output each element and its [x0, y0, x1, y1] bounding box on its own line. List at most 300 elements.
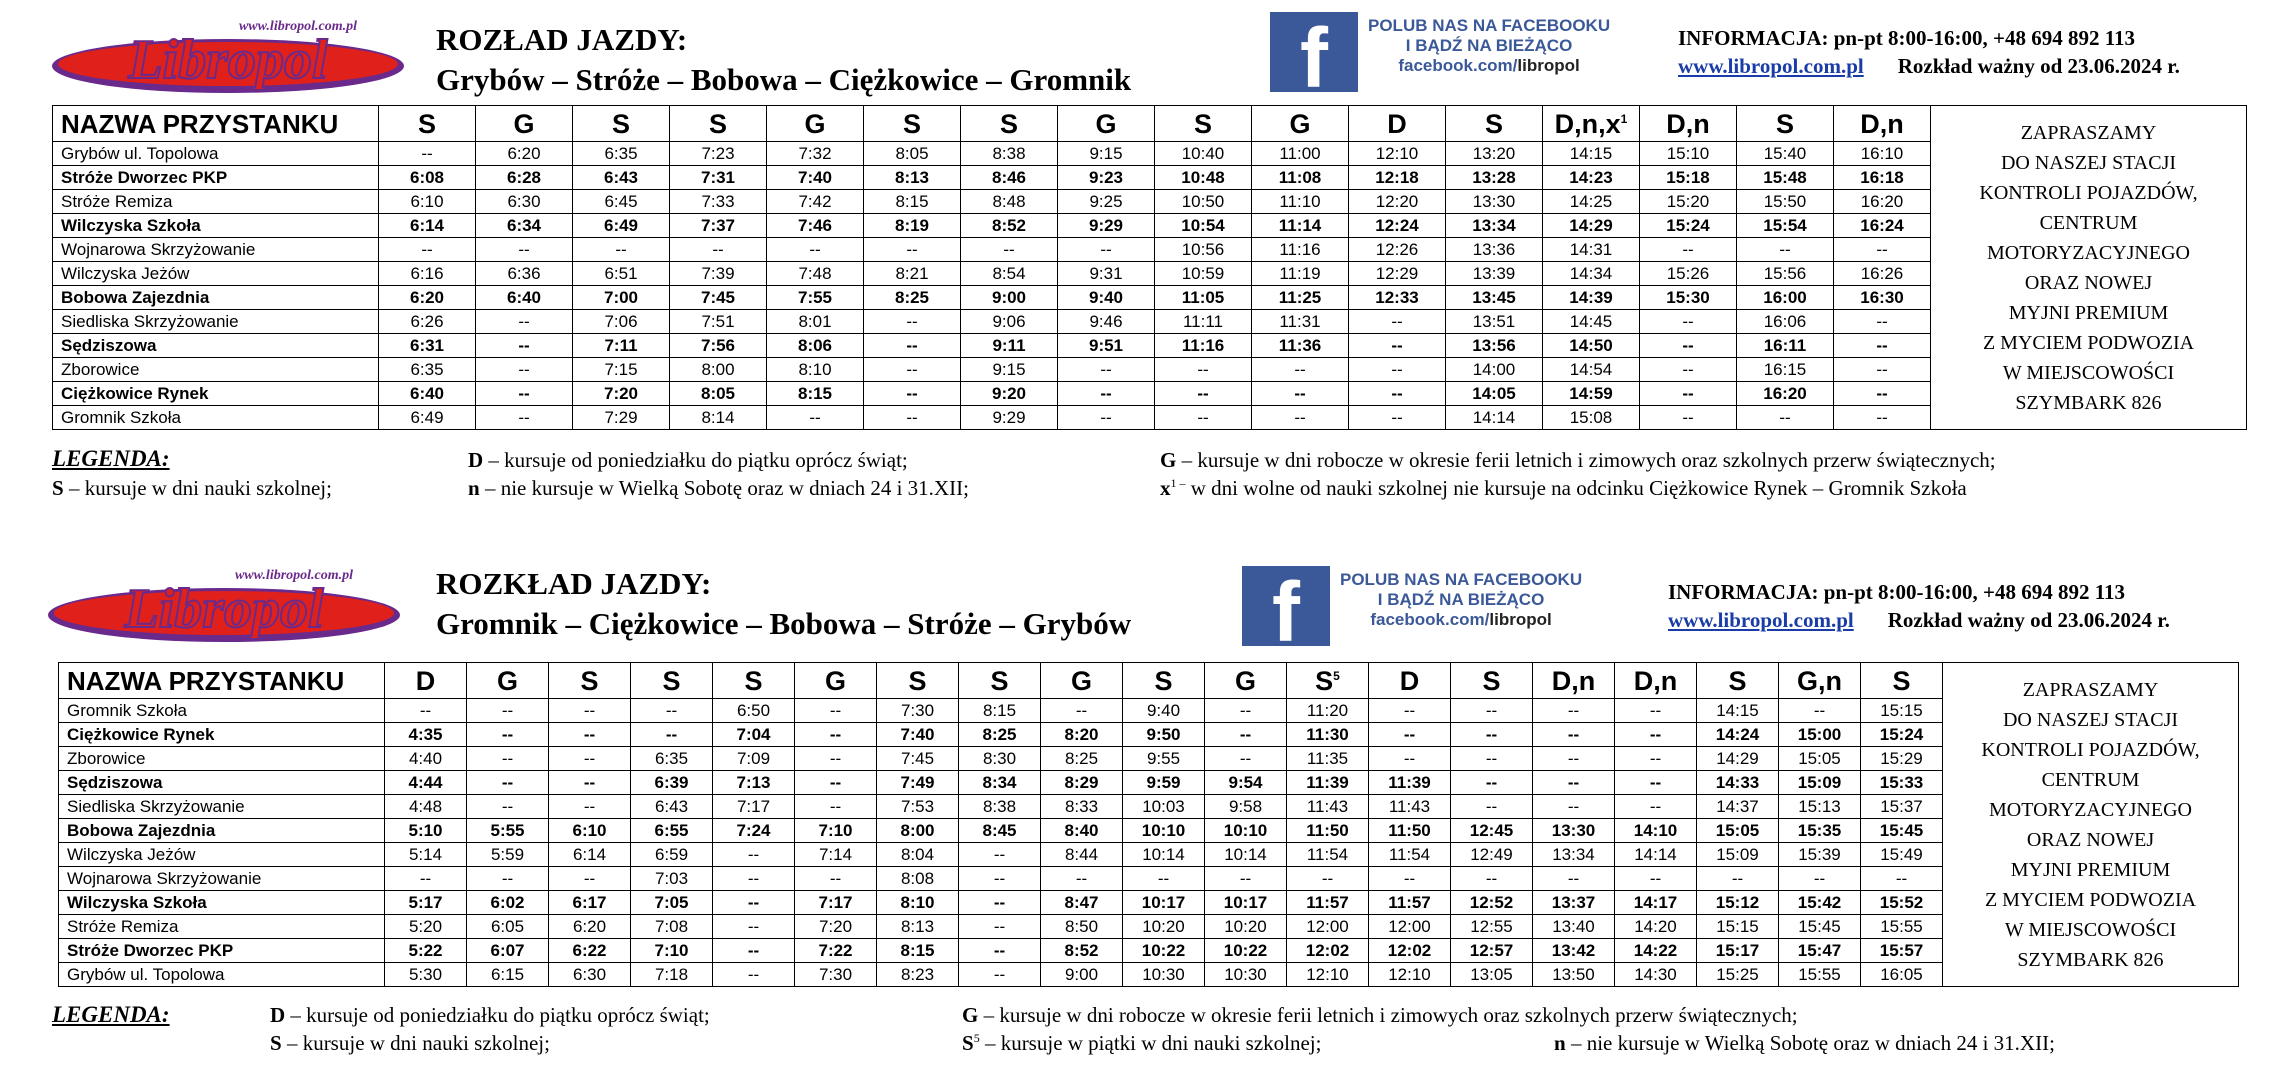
departure-time: 6:51 — [573, 262, 670, 286]
departure-time: 5:20 — [385, 915, 467, 939]
departure-time: -- — [959, 963, 1041, 987]
departure-time: 7:06 — [573, 310, 670, 334]
valid-from: Rozkład ważny od 23.06.2024 r. — [1887, 608, 2170, 632]
promo-line: SZYMBARK 826 — [2017, 948, 2164, 971]
departure-time: 9:58 — [1205, 795, 1287, 819]
departure-time: 11:36 — [1252, 334, 1349, 358]
departure-time: -- — [961, 238, 1058, 262]
departure-time: 12:10 — [1369, 963, 1451, 987]
departure-time: -- — [864, 382, 961, 406]
course-type-label: S — [1728, 665, 1747, 696]
departure-time: 11:05 — [1155, 286, 1252, 310]
facebook-banner[interactable] — [1242, 566, 1582, 646]
libropol-logo — [48, 16, 410, 98]
departure-time: -- — [549, 771, 631, 795]
stop-name: Stróże Dworzec PKP — [53, 166, 379, 190]
fb-line1: POLUB NAS NA FACEBOOKU — [1368, 16, 1611, 35]
departure-time: -- — [476, 310, 573, 334]
departure-time: 8:01 — [767, 310, 864, 334]
course-type-header — [467, 663, 549, 699]
departure-time: 15:25 — [1697, 963, 1779, 987]
legend-key: S — [270, 1031, 282, 1055]
departure-time: 8:52 — [961, 214, 1058, 238]
departure-time: 7:55 — [767, 286, 864, 310]
legend-key: D — [270, 1003, 286, 1027]
departure-time: 9:59 — [1123, 771, 1205, 795]
departure-time: 11:39 — [1369, 771, 1451, 795]
departure-time: -- — [1615, 723, 1697, 747]
departure-time: 14:54 — [1543, 358, 1640, 382]
course-type-label: S — [744, 665, 763, 696]
departure-time: 5:17 — [385, 891, 467, 915]
table-row — [59, 939, 2239, 963]
departure-time: -- — [795, 699, 877, 723]
departure-time: 8:05 — [670, 382, 767, 406]
departure-time: 15:47 — [1779, 939, 1861, 963]
course-type-header — [670, 106, 767, 142]
departure-time: 11:10 — [1252, 190, 1349, 214]
course-type-header — [1446, 106, 1543, 142]
departure-time: 7:20 — [573, 382, 670, 406]
course-type-label: G — [496, 665, 518, 696]
departure-time: 14:05 — [1446, 382, 1543, 406]
legend-1 — [52, 446, 170, 472]
departure-time: 9:50 — [1123, 723, 1205, 747]
legend-sup: 1 – — [1170, 476, 1186, 490]
departure-time: 7:48 — [767, 262, 864, 286]
departure-time: 11:19 — [1252, 262, 1349, 286]
departure-time: 13:30 — [1446, 190, 1543, 214]
departure-time: 8:04 — [877, 843, 959, 867]
table-row — [53, 142, 2247, 166]
departure-time: 6:49 — [379, 406, 476, 430]
departure-time: 15:09 — [1697, 843, 1779, 867]
departure-time: -- — [385, 867, 467, 891]
departure-time: -- — [1640, 334, 1737, 358]
legend-item — [962, 1003, 1798, 1028]
departure-time: 6:40 — [379, 382, 476, 406]
departure-time: 8:23 — [877, 963, 959, 987]
departure-time: 10:22 — [1123, 939, 1205, 963]
departure-time: 13:42 — [1533, 939, 1615, 963]
departure-time: 15:17 — [1697, 939, 1779, 963]
stop-name: Grybów ul. Topolowa — [53, 142, 379, 166]
departure-time: -- — [1349, 334, 1446, 358]
departure-time: -- — [385, 699, 467, 723]
departure-time: -- — [1451, 747, 1533, 771]
course-type-header — [379, 106, 476, 142]
departure-time: 11:43 — [1369, 795, 1451, 819]
departure-time: 14:45 — [1543, 310, 1640, 334]
course-type-label: D,n — [1860, 108, 1904, 139]
departure-time: 15:24 — [1640, 214, 1737, 238]
departure-time: -- — [379, 238, 476, 262]
departure-time: 4:40 — [385, 747, 467, 771]
departure-time: -- — [1615, 867, 1697, 891]
departure-time: 7:32 — [767, 142, 864, 166]
timetable-title: ROZŁAD JAZDY: — [436, 22, 688, 57]
stop-name: Gromnik Szkoła — [53, 406, 379, 430]
course-type-label: S — [990, 665, 1009, 696]
departure-time: 9:00 — [961, 286, 1058, 310]
course-type-label: S — [1154, 665, 1173, 696]
departure-time: 7:17 — [795, 891, 877, 915]
departure-time: 6:17 — [549, 891, 631, 915]
stop-name-header: NAZWA PRZYSTANKU — [59, 663, 385, 699]
departure-time: -- — [1349, 382, 1446, 406]
course-type-header — [1543, 106, 1640, 142]
departure-time: 11:16 — [1252, 238, 1349, 262]
info-label: INFORMACJA: pn-pt 8:00-16:00, +48 694 892 113 — [1668, 580, 2126, 604]
legend-text: – nie kursuje w Wielką Sobotę oraz w dniach 24 i 31.XII; — [479, 476, 969, 500]
departure-time: 15:18 — [1640, 166, 1737, 190]
departure-time: 11:50 — [1287, 819, 1369, 843]
legend-text: – kursuje od poniedziałku do piątku oprócz świąt; — [285, 1003, 710, 1027]
fb-line2: I BĄDŹ NA BIEŻĄCO — [1405, 36, 1573, 55]
course-type-header — [1834, 106, 1931, 142]
course-type-header — [1697, 663, 1779, 699]
departure-time: 9:40 — [1123, 699, 1205, 723]
departure-time: 14:23 — [1543, 166, 1640, 190]
promo-line: KONTROLI POJAZDÓW, — [1979, 181, 2198, 204]
legend-key: D — [468, 448, 484, 472]
facebook-banner[interactable] — [1270, 12, 1610, 92]
departure-time: 6:35 — [379, 358, 476, 382]
course-type-header — [1252, 106, 1349, 142]
departure-time: 8:34 — [959, 771, 1041, 795]
course-type-label: S — [902, 108, 921, 139]
departure-time: 8:50 — [1041, 915, 1123, 939]
course-type-label: D,n — [1633, 665, 1678, 696]
departure-time: 15:52 — [1861, 891, 1943, 915]
promo-line: SZYMBARK 826 — [2015, 391, 2162, 414]
departure-time: -- — [1451, 795, 1533, 819]
departure-time: 15:13 — [1779, 795, 1861, 819]
table-row — [53, 406, 2247, 430]
departure-time: 15:49 — [1861, 843, 1943, 867]
table-row — [53, 238, 2247, 262]
departure-time: 11:00 — [1252, 142, 1349, 166]
departure-time: -- — [549, 867, 631, 891]
course-type-label: S — [417, 108, 436, 139]
table-row — [53, 166, 2247, 190]
departure-time: -- — [476, 382, 573, 406]
departure-time: -- — [1205, 867, 1287, 891]
departure-time: -- — [1451, 771, 1533, 795]
promo-note — [1931, 106, 2247, 430]
departure-time: -- — [670, 238, 767, 262]
departure-time: -- — [1615, 699, 1697, 723]
fb-url-name: libropol — [1489, 610, 1552, 629]
departure-time: 16:30 — [1834, 286, 1931, 310]
legend-item — [270, 1031, 550, 1056]
departure-time: -- — [1697, 867, 1779, 891]
departure-time: -- — [713, 915, 795, 939]
route-name: Grybów – Stróże – Bobowa – Ciężkowice – Gromnik — [436, 62, 1132, 97]
departure-time: 6:15 — [467, 963, 549, 987]
departure-time: 7:20 — [795, 915, 877, 939]
departure-time: 14:15 — [1543, 142, 1640, 166]
departure-time: 8:13 — [864, 166, 961, 190]
website-link[interactable]: www.libropol.com.pl — [1668, 608, 1854, 632]
departure-time: -- — [631, 723, 713, 747]
course-type-sup: 1 — [1620, 111, 1628, 126]
logo-url: www.libropol.com.pl — [234, 568, 354, 583]
departure-time: 8:15 — [864, 190, 961, 214]
departure-time: 11:39 — [1287, 771, 1369, 795]
departure-time: 12:33 — [1349, 286, 1446, 310]
legend-text: – kursuje w piątki w dni nauki szkolnej; — [979, 1031, 1322, 1055]
stop-name: Ciężkowice Rynek — [59, 723, 385, 747]
legend-key: S — [962, 1031, 974, 1055]
departure-time: 14:33 — [1697, 771, 1779, 795]
page-title-1 — [436, 20, 1131, 100]
departure-time: 15:05 — [1779, 747, 1861, 771]
fb-url-prefix: facebook.com/ — [1398, 56, 1518, 75]
course-type-header — [1058, 106, 1155, 142]
website-link[interactable]: www.libropol.com.pl — [1678, 54, 1864, 78]
departure-time: 11:50 — [1369, 819, 1451, 843]
departure-time: 7:17 — [713, 795, 795, 819]
course-type-header — [795, 663, 877, 699]
departure-time: -- — [1349, 358, 1446, 382]
departure-time: 9:25 — [1058, 190, 1155, 214]
course-type-label: S — [1482, 665, 1501, 696]
legend-key: n — [468, 476, 480, 500]
stop-name-header: NAZWA PRZYSTANKU — [53, 106, 379, 142]
legend-text: w dni wolne od nauki szkolnej nie kursuje na odcinku Ciężkowice Rynek – Gromnik Szkoła — [1185, 476, 1967, 500]
departure-time: -- — [959, 939, 1041, 963]
course-type-label: G — [824, 665, 846, 696]
departure-time: 14:31 — [1543, 238, 1640, 262]
departure-time: 8:29 — [1041, 771, 1123, 795]
departure-time: 7:24 — [713, 819, 795, 843]
departure-time: 15:45 — [1779, 915, 1861, 939]
departure-time: -- — [1349, 406, 1446, 430]
departure-time: -- — [864, 358, 961, 382]
departure-time: 10:17 — [1205, 891, 1287, 915]
departure-time: 6:35 — [631, 747, 713, 771]
departure-time: 8:08 — [877, 867, 959, 891]
departure-time: 7:09 — [713, 747, 795, 771]
departure-time: 8:46 — [961, 166, 1058, 190]
promo-line: W MIEJSCOWOŚCI — [2004, 918, 2177, 941]
departure-time: -- — [1287, 867, 1369, 891]
promo-line: ORAZ NOWEJ — [2024, 271, 2153, 294]
departure-time: 7:45 — [877, 747, 959, 771]
departure-time: 16:06 — [1737, 310, 1834, 334]
departure-time: 9:31 — [1058, 262, 1155, 286]
departure-time: 4:48 — [385, 795, 467, 819]
departure-time: 15:08 — [1543, 406, 1640, 430]
legend-sup: 5 — [973, 1031, 980, 1045]
course-type-header — [713, 663, 795, 699]
departure-time: 15:15 — [1697, 915, 1779, 939]
departure-time: 12:10 — [1349, 142, 1446, 166]
departure-time: 9:23 — [1058, 166, 1155, 190]
departure-time: 10:30 — [1205, 963, 1287, 987]
fb-line2: I BĄDŹ NA BIEŻĄCO — [1377, 590, 1545, 609]
stop-name: Zborowice — [59, 747, 385, 771]
departure-time: 15:09 — [1779, 771, 1861, 795]
course-type-header — [1640, 106, 1737, 142]
promo-line: ORAZ NOWEJ — [2026, 828, 2155, 851]
departure-time: 11:30 — [1287, 723, 1369, 747]
departure-time: 6:49 — [573, 214, 670, 238]
timetable-title: ROZKŁAD JAZDY: — [436, 566, 712, 601]
departure-time: 10:17 — [1123, 891, 1205, 915]
departure-time: -- — [959, 915, 1041, 939]
table-row — [59, 771, 2239, 795]
legend-key: S — [52, 476, 64, 500]
fb-line1: POLUB NAS NA FACEBOOKU — [1340, 570, 1583, 589]
departure-time: 9:51 — [1058, 334, 1155, 358]
departure-time: 8:19 — [864, 214, 961, 238]
stop-name: Wilczyska Szkoła — [53, 214, 379, 238]
departure-time: 13:20 — [1446, 142, 1543, 166]
departure-time: 9:29 — [1058, 214, 1155, 238]
departure-time: -- — [467, 795, 549, 819]
departure-time: 7:29 — [573, 406, 670, 430]
departure-time: 11:54 — [1287, 843, 1369, 867]
departure-time: 7:15 — [573, 358, 670, 382]
departure-time: 13:34 — [1533, 843, 1615, 867]
course-type-header — [385, 663, 467, 699]
departure-time: 6:40 — [476, 286, 573, 310]
departure-time: -- — [467, 723, 549, 747]
departure-time: 14:17 — [1615, 891, 1697, 915]
departure-time: -- — [713, 867, 795, 891]
departure-time: -- — [1640, 382, 1737, 406]
table-row — [53, 190, 2247, 214]
header-row — [53, 106, 2247, 142]
departure-time: 14:14 — [1446, 406, 1543, 430]
course-type-header — [1287, 663, 1369, 699]
departure-time: -- — [1451, 723, 1533, 747]
departure-time: -- — [1451, 867, 1533, 891]
promo-line: CENTRUM — [2041, 768, 2140, 791]
departure-time: -- — [795, 771, 877, 795]
stop-name: Stróże Remiza — [59, 915, 385, 939]
course-type-label: S — [611, 108, 630, 139]
promo-line: Z MYCIEM PODWOZIA — [1984, 888, 2197, 911]
departure-time: 7:18 — [631, 963, 713, 987]
departure-time: 12:52 — [1451, 891, 1533, 915]
departure-time: 14:50 — [1543, 334, 1640, 358]
departure-time: 5:14 — [385, 843, 467, 867]
course-type-label: D,n,x — [1554, 108, 1621, 139]
departure-time: -- — [1369, 723, 1451, 747]
departure-time: 7:45 — [670, 286, 767, 310]
departure-time: 10:30 — [1123, 963, 1205, 987]
course-type-label: S — [580, 665, 599, 696]
departure-time: 16:20 — [1834, 190, 1931, 214]
departure-time: 15:42 — [1779, 891, 1861, 915]
course-type-label: S — [1775, 108, 1794, 139]
departure-time: 9:11 — [961, 334, 1058, 358]
promo-line: DO NASZEJ STACJI — [2000, 151, 2177, 174]
course-type-label: G — [1234, 665, 1256, 696]
legend-text: – kursuje w dni nauki szkolnej; — [281, 1031, 550, 1055]
departure-time: -- — [795, 723, 877, 747]
departure-time: 14:39 — [1543, 286, 1640, 310]
departure-time: -- — [713, 843, 795, 867]
departure-time: -- — [467, 771, 549, 795]
facebook-icon: f — [1270, 12, 1358, 92]
departure-time: 11:08 — [1252, 166, 1349, 190]
departure-time: -- — [1533, 867, 1615, 891]
departure-time: 13:37 — [1533, 891, 1615, 915]
departure-time: 6:55 — [631, 819, 713, 843]
course-type-header — [1451, 663, 1533, 699]
table-row — [59, 699, 2239, 723]
departure-time: 10:03 — [1123, 795, 1205, 819]
departure-time: -- — [1640, 238, 1737, 262]
course-type-label: D — [1387, 108, 1407, 139]
departure-time: 11:25 — [1252, 286, 1349, 310]
legend-item — [270, 1003, 710, 1028]
departure-time: -- — [379, 142, 476, 166]
info-block — [1668, 578, 2170, 634]
departure-time: -- — [767, 406, 864, 430]
departure-time: 14:37 — [1697, 795, 1779, 819]
departure-time: -- — [1041, 699, 1123, 723]
departure-time: 7:00 — [573, 286, 670, 310]
departure-time: 7:14 — [795, 843, 877, 867]
departure-time: 8:00 — [877, 819, 959, 843]
departure-time: 8:13 — [877, 915, 959, 939]
departure-time: -- — [1533, 795, 1615, 819]
departure-time: 6:14 — [379, 214, 476, 238]
legend-item — [962, 1031, 1321, 1056]
departure-time: 11:35 — [1287, 747, 1369, 771]
departure-time: 11:57 — [1369, 891, 1451, 915]
stop-name: Bobowa Zajezdnia — [59, 819, 385, 843]
departure-time: 14:29 — [1543, 214, 1640, 238]
departure-time: -- — [959, 843, 1041, 867]
departure-time: 6:20 — [549, 915, 631, 939]
departure-time: 15:55 — [1779, 963, 1861, 987]
departure-time: 7:40 — [877, 723, 959, 747]
departure-time: -- — [549, 723, 631, 747]
departure-time: -- — [476, 238, 573, 262]
departure-time: 15:20 — [1640, 190, 1737, 214]
course-type-label: D,n — [1551, 665, 1596, 696]
departure-time: 9:54 — [1205, 771, 1287, 795]
departure-time: -- — [1155, 406, 1252, 430]
course-type-label: G — [804, 108, 826, 139]
course-type-header — [1155, 106, 1252, 142]
departure-time: -- — [1737, 238, 1834, 262]
departure-time: 12:26 — [1349, 238, 1446, 262]
course-type-header — [1779, 663, 1861, 699]
course-type-sup: 5 — [1333, 668, 1340, 683]
departure-time: -- — [1834, 358, 1931, 382]
departure-time: 7:53 — [877, 795, 959, 819]
departure-time: 15:26 — [1640, 262, 1737, 286]
course-type-label: G — [1070, 665, 1092, 696]
departure-time: 11:31 — [1252, 310, 1349, 334]
facebook-icon: f — [1242, 566, 1330, 646]
stop-name: Siedliska Skrzyżowanie — [59, 795, 385, 819]
departure-time: 15:00 — [1779, 723, 1861, 747]
departure-time: 10:40 — [1155, 142, 1252, 166]
departure-time: 12:02 — [1287, 939, 1369, 963]
stop-name: Wojnarowa Skrzyżowanie — [59, 867, 385, 891]
table-row — [53, 334, 2247, 358]
departure-time: 16:05 — [1861, 963, 1943, 987]
departure-time: 15:39 — [1779, 843, 1861, 867]
